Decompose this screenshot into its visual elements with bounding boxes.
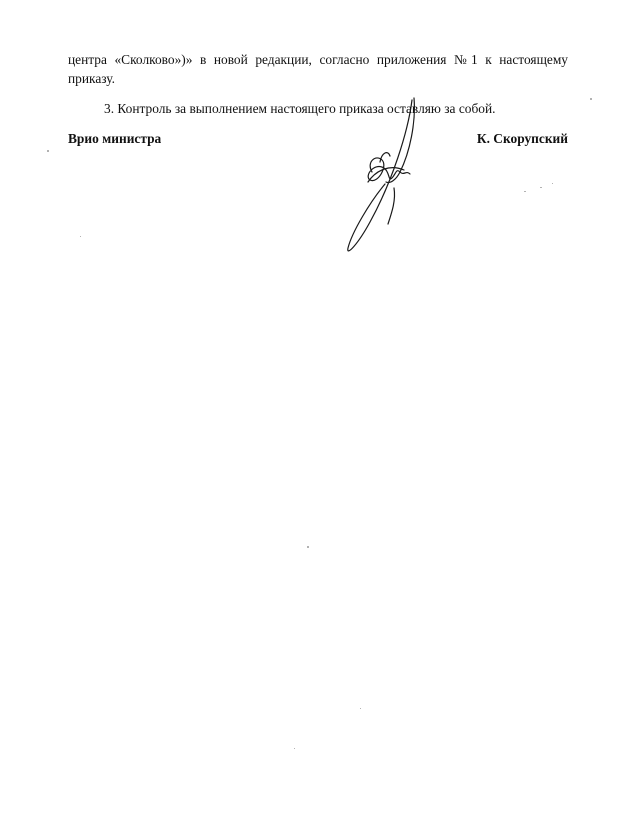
paragraph-line-1: центра «Сколково»)» в новой редакции, согласно приложения №1 к настоящему	[68, 52, 568, 67]
scan-speck	[360, 708, 361, 709]
scan-speck	[307, 546, 309, 548]
signatory-name: К. Скорупский	[476, 131, 568, 146]
scan-speck	[80, 236, 81, 237]
scan-speck	[294, 748, 295, 749]
scan-speck	[524, 191, 526, 192]
paragraph-continued	[68, 50, 568, 88]
position-title: Врио министра	[68, 131, 162, 146]
paragraph-line-2: приказу.	[68, 71, 115, 86]
paragraph-item-3: 3. Контроль за выполнением настоящего приказа оставляю за собой.	[104, 101, 496, 116]
scan-speck	[552, 183, 553, 184]
scan-speck	[540, 187, 542, 188]
scan-speck	[47, 150, 49, 152]
handwritten-signature-image	[330, 92, 440, 257]
scan-speck	[590, 98, 592, 100]
